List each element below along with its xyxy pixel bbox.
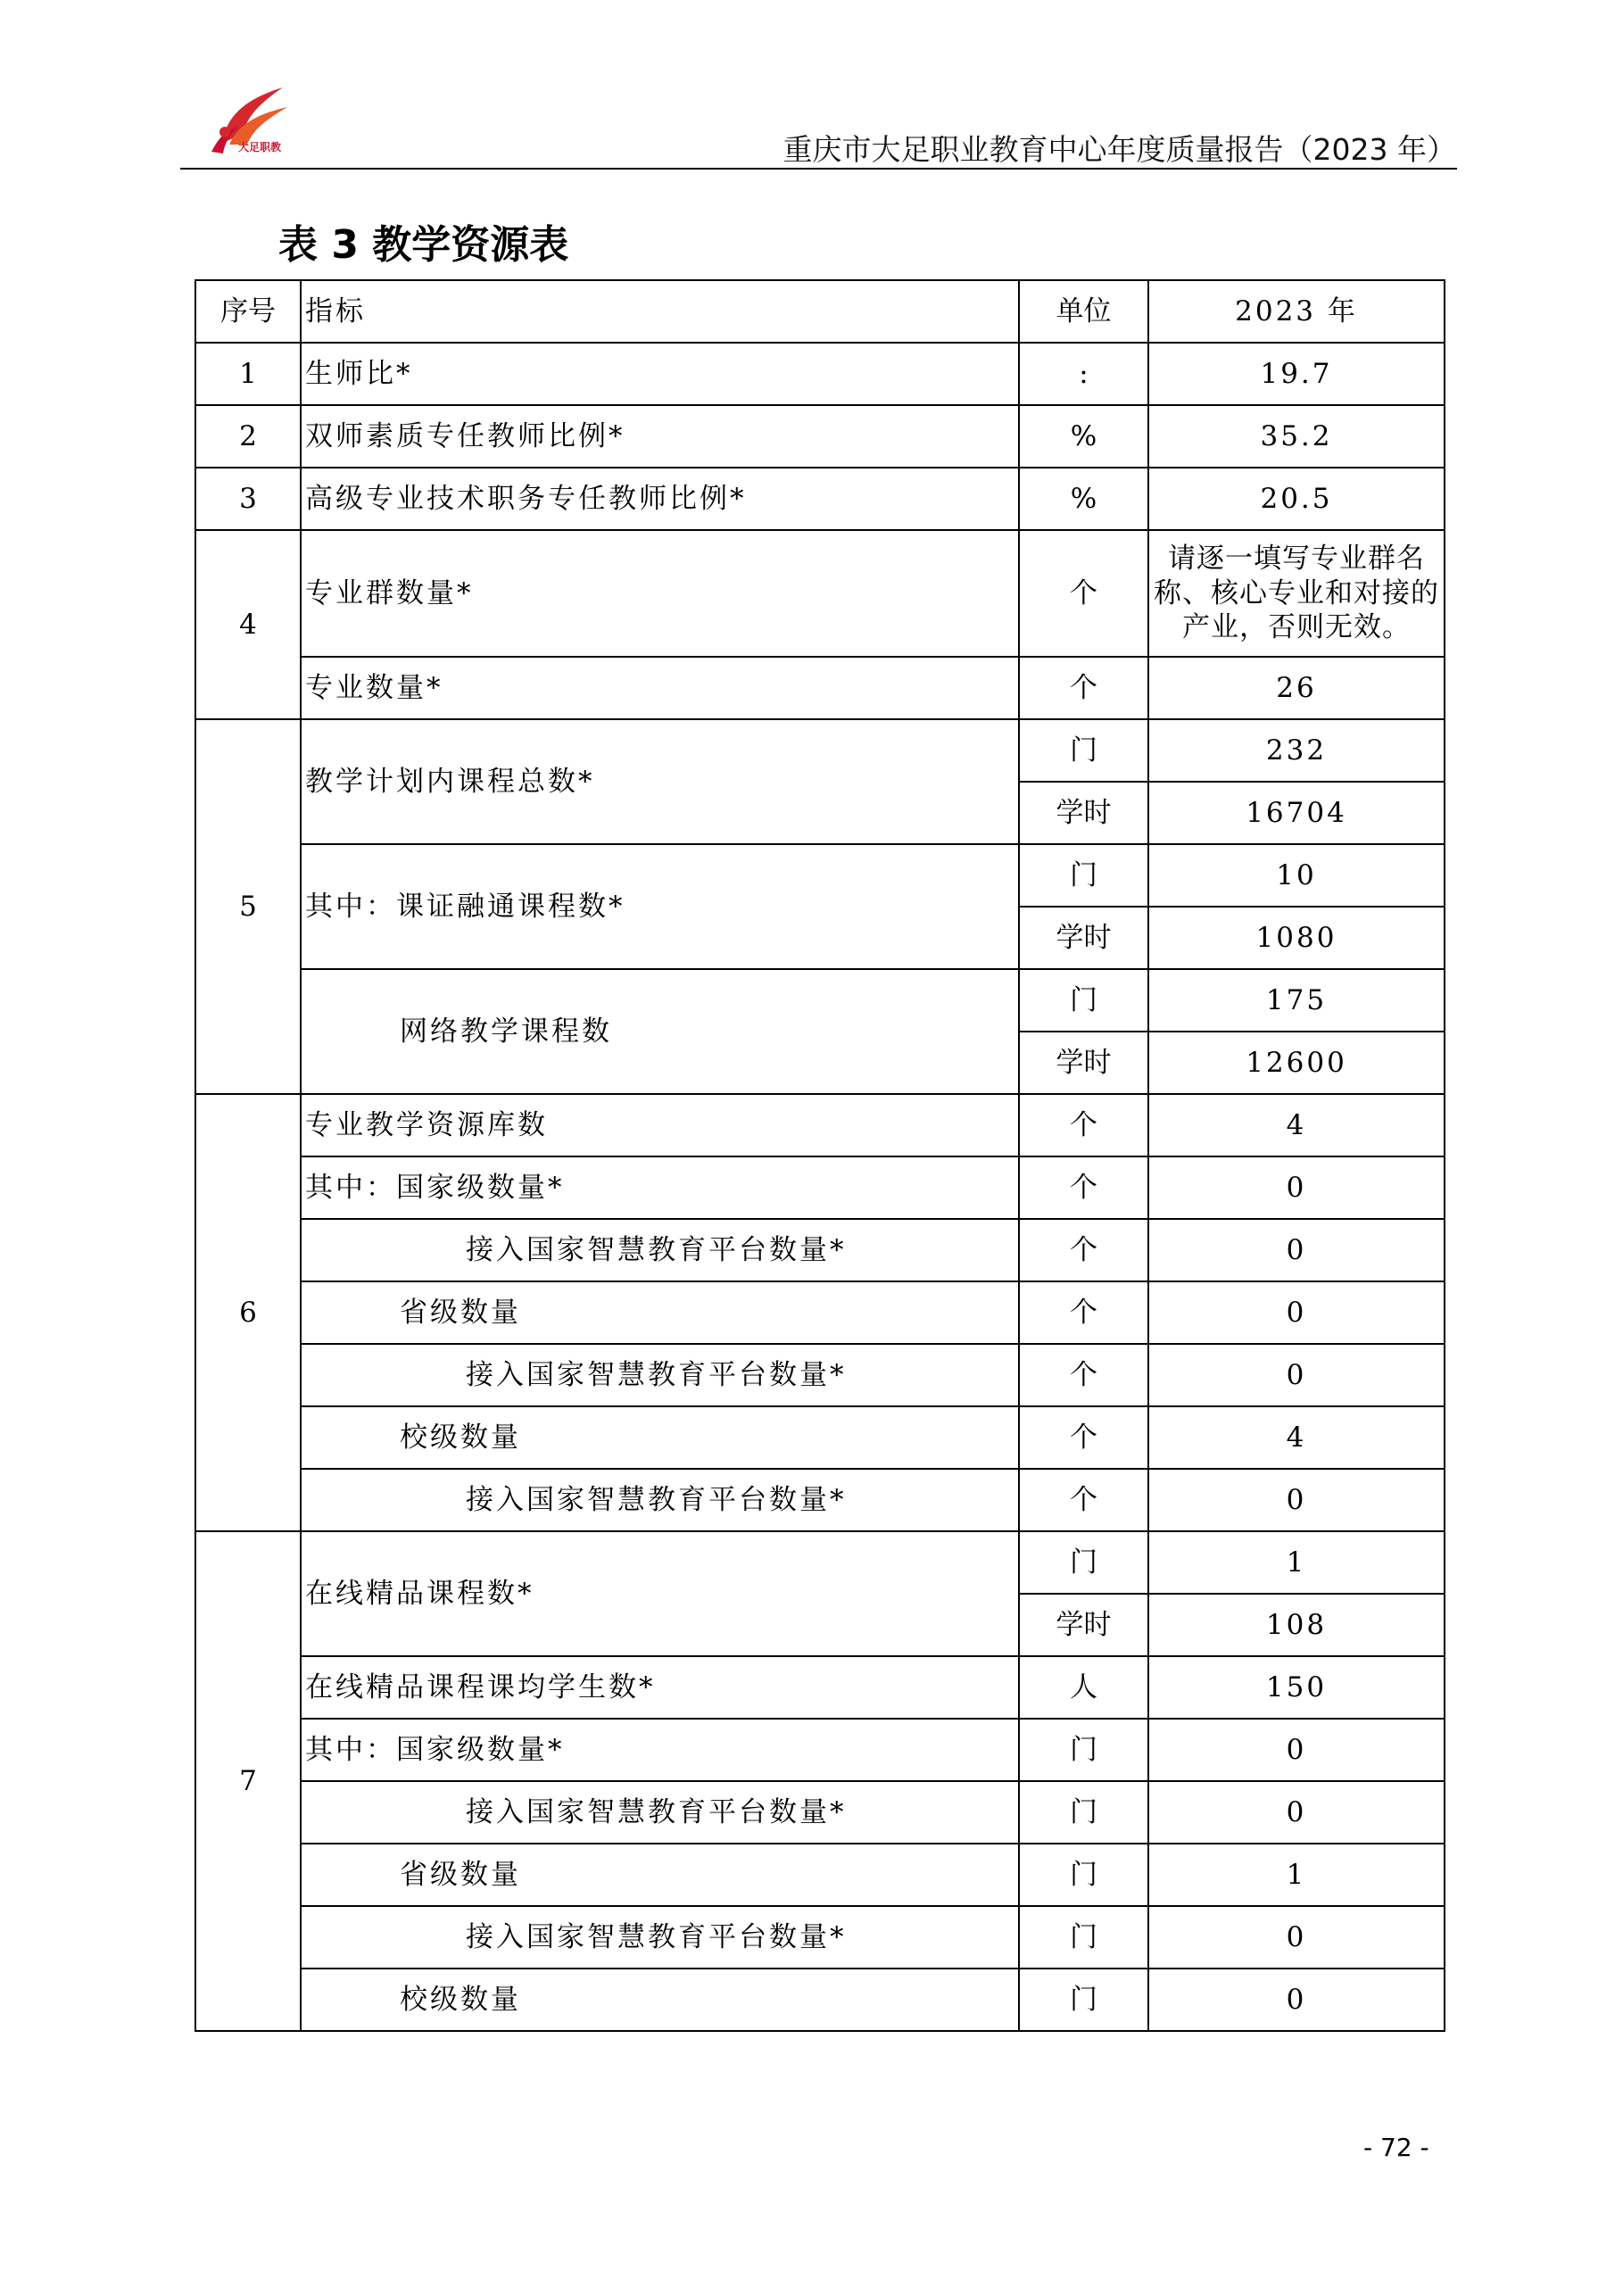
row-unit: 门 [1019, 1781, 1148, 1844]
table-row [195, 844, 1445, 907]
row-value: 35.2 [1148, 405, 1445, 468]
teaching-resources-table [195, 279, 1445, 2032]
row-indicator: 省级数量 [301, 1844, 1019, 1906]
row-indicator: 专业群数量* [301, 530, 1019, 657]
row-indicator: 教学计划内课程总数* [301, 719, 1019, 844]
table-row [195, 1969, 1445, 2031]
table-row [195, 1344, 1445, 1406]
table-row [195, 969, 1445, 1032]
row-value: 150 [1148, 1656, 1445, 1719]
header-title: 重庆市大足职业教育中心年度质量报告（2023 年） [783, 132, 1456, 167]
table-row [195, 1656, 1445, 1719]
row-indicator: 校级数量 [301, 1406, 1019, 1469]
row-value: 0 [1148, 1781, 1445, 1844]
row-indicator: 生师比* [301, 343, 1019, 405]
row-value: 1 [1148, 1531, 1445, 1594]
table-row [195, 343, 1445, 405]
row-indicator: 省级数量 [301, 1281, 1019, 1344]
row-unit: 学时 [1019, 1594, 1148, 1656]
row-unit: 门 [1019, 844, 1148, 907]
row-unit: % [1019, 405, 1148, 468]
table-header-row [195, 280, 1445, 343]
logo-text: 大足职教 [238, 141, 282, 153]
row-indicator: 网络教学课程数 [301, 969, 1019, 1094]
row-unit: 门 [1019, 1719, 1148, 1781]
table-row [195, 719, 1445, 782]
col-header-seq: 序号 [195, 280, 301, 343]
row-value: 12600 [1148, 1032, 1445, 1094]
col-header-unit: 单位 [1019, 280, 1148, 343]
row-indicator: 在线精品课程数* [301, 1531, 1019, 1656]
page-header [180, 71, 1456, 170]
row-value: 0 [1148, 1906, 1445, 1969]
row-indicator: 其中：国家级数量* [301, 1719, 1019, 1781]
row-value: 0 [1148, 1719, 1445, 1781]
table-row [195, 1906, 1445, 1969]
row-value: 0 [1148, 1219, 1445, 1281]
row-value: 0 [1148, 1344, 1445, 1406]
row-indicator: 高级专业技术职务专任教师比例* [301, 468, 1019, 530]
row-value: 232 [1148, 719, 1445, 782]
table-row [195, 1844, 1445, 1906]
row-indicator: 接入国家智慧教育平台数量* [301, 1344, 1019, 1406]
table-row [195, 657, 1445, 719]
row-unit: 门 [1019, 1906, 1148, 1969]
row-value: 0 [1148, 1469, 1445, 1531]
table-row [195, 1781, 1445, 1844]
header-divider [180, 168, 1457, 170]
row-value: 10 [1148, 844, 1445, 907]
table-row [195, 468, 1445, 530]
row-indicator: 其中：国家级数量* [301, 1156, 1019, 1219]
row-unit: 门 [1019, 719, 1148, 782]
row-indicator: 在线精品课程课均学生数* [301, 1656, 1019, 1719]
table-row [195, 530, 1445, 657]
row-seq: 2 [195, 405, 301, 468]
row-indicator: 双师素质专任教师比例* [301, 405, 1019, 468]
table-row [195, 1156, 1445, 1219]
table-row [195, 1219, 1445, 1281]
row-indicator: 专业数量* [301, 657, 1019, 719]
row-value: 0 [1148, 1156, 1445, 1219]
row-unit: : [1019, 343, 1148, 405]
col-header-year: 2023 年 [1148, 280, 1445, 343]
table-row [195, 1406, 1445, 1469]
row-unit: 个 [1019, 530, 1148, 657]
row-seq: 7 [195, 1531, 301, 2031]
row-indicator: 其中：课证融通课程数* [301, 844, 1019, 969]
table-row [195, 1719, 1445, 1781]
row-value: 16704 [1148, 782, 1445, 844]
row-indicator: 专业教学资源库数 [301, 1094, 1019, 1156]
row-unit: 学时 [1019, 907, 1148, 969]
row-unit: 个 [1019, 1094, 1148, 1156]
row-unit: 学时 [1019, 782, 1148, 844]
col-header-indicator: 指标 [301, 280, 1019, 343]
table-row [195, 1469, 1445, 1531]
row-value-note: 请逐一填写专业群名称、核心专业和对接的产业，否则无效。 [1148, 530, 1445, 657]
table-row [195, 405, 1445, 468]
table-title: 表 3 教学资源表 [278, 222, 569, 268]
row-seq: 1 [195, 343, 301, 405]
row-value: 4 [1148, 1094, 1445, 1156]
row-unit: 个 [1019, 1219, 1148, 1281]
row-value: 26 [1148, 657, 1445, 719]
school-logo [198, 80, 296, 165]
row-value: 19.7 [1148, 343, 1445, 405]
table-row [195, 1281, 1445, 1344]
table-row [195, 1531, 1445, 1594]
row-indicator: 校级数量 [301, 1969, 1019, 2031]
row-unit: 门 [1019, 1531, 1148, 1594]
table-row [195, 1094, 1445, 1156]
row-unit: 个 [1019, 1469, 1148, 1531]
row-seq: 6 [195, 1094, 301, 1531]
row-unit: 个 [1019, 1281, 1148, 1344]
row-indicator: 接入国家智慧教育平台数量* [301, 1469, 1019, 1531]
row-unit: 门 [1019, 969, 1148, 1032]
row-unit: 个 [1019, 1156, 1148, 1219]
row-value: 108 [1148, 1594, 1445, 1656]
row-unit: 个 [1019, 1344, 1148, 1406]
row-value: 0 [1148, 1969, 1445, 2031]
row-seq: 4 [195, 530, 301, 719]
row-unit: 门 [1019, 1969, 1148, 2031]
row-unit: 门 [1019, 1844, 1148, 1906]
row-unit: 人 [1019, 1656, 1148, 1719]
row-value: 0 [1148, 1281, 1445, 1344]
row-value: 1 [1148, 1844, 1445, 1906]
page-number: - 72 - [1363, 2133, 1429, 2162]
row-value: 1080 [1148, 907, 1445, 969]
row-seq: 3 [195, 468, 301, 530]
row-value: 175 [1148, 969, 1445, 1032]
row-indicator: 接入国家智慧教育平台数量* [301, 1219, 1019, 1281]
row-seq: 5 [195, 719, 301, 1094]
row-indicator: 接入国家智慧教育平台数量* [301, 1906, 1019, 1969]
row-unit: 个 [1019, 657, 1148, 719]
row-value: 20.5 [1148, 468, 1445, 530]
row-unit: % [1019, 468, 1148, 530]
row-value: 4 [1148, 1406, 1445, 1469]
row-indicator: 接入国家智慧教育平台数量* [301, 1781, 1019, 1844]
row-unit: 学时 [1019, 1032, 1148, 1094]
row-unit: 个 [1019, 1406, 1148, 1469]
